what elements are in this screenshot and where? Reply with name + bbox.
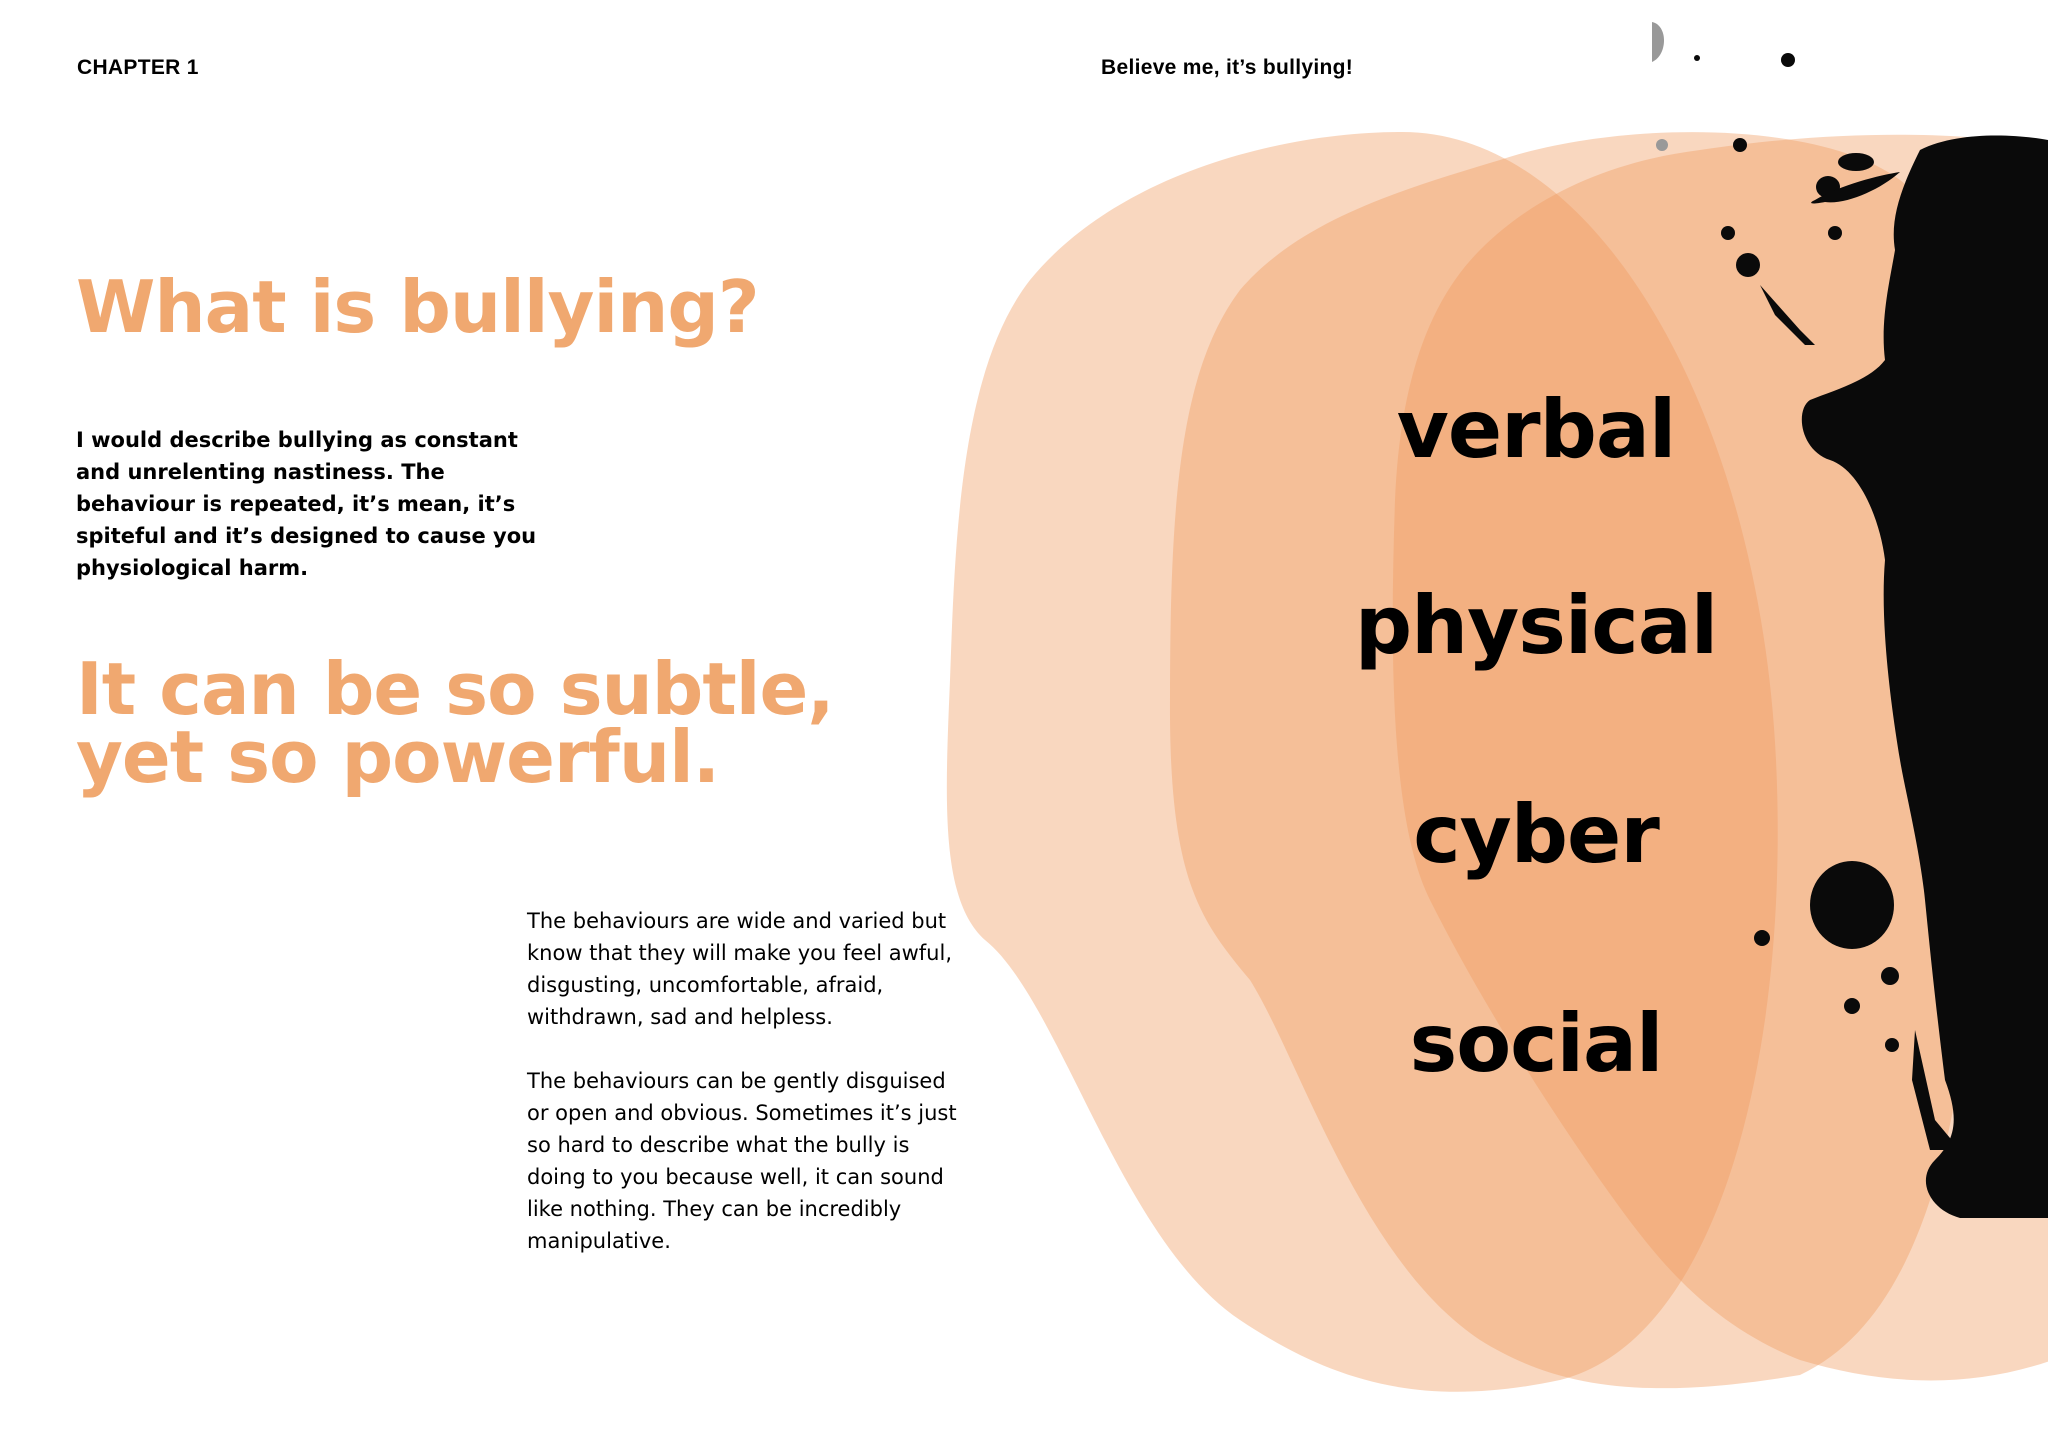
type-physical: physical xyxy=(1354,579,1718,672)
chapter-label: CHAPTER 1 xyxy=(77,56,199,79)
body-paragraph: The behaviours can be gently disguised or open and obvious. Sometimes it’s just so hard to describe what the bully is doing to you because well, it can sound like nothing. They can be incredibly manipulative. xyxy=(527,1069,957,1253)
type-verbal: verbal xyxy=(1396,383,1676,476)
page-title: What is bullying? xyxy=(76,265,759,349)
pull-quote-line: yet so powerful. xyxy=(76,715,720,799)
pull-quote-line: It can be so subtle, xyxy=(76,647,834,731)
body-paragraph: The behaviours are wide and varied but know that they will make you feel awful, disgusting, uncomfortable, afraid, withdrawn, sad and helpless. xyxy=(527,909,953,1029)
ink-drop-grey xyxy=(1652,22,1664,62)
book-title: Believe me, it’s bullying! xyxy=(1101,56,1354,79)
type-social: social xyxy=(1409,997,1663,1090)
body-text xyxy=(527,905,967,1289)
type-cyber: cyber xyxy=(1413,788,1659,881)
lead-paragraph: I would describe bullying as constant and unrelenting nastiness. The behaviour is repeated, it’s mean, it’s spiteful and it’s designed to cause you physiological harm. xyxy=(76,428,537,580)
pull-quote xyxy=(76,647,834,799)
